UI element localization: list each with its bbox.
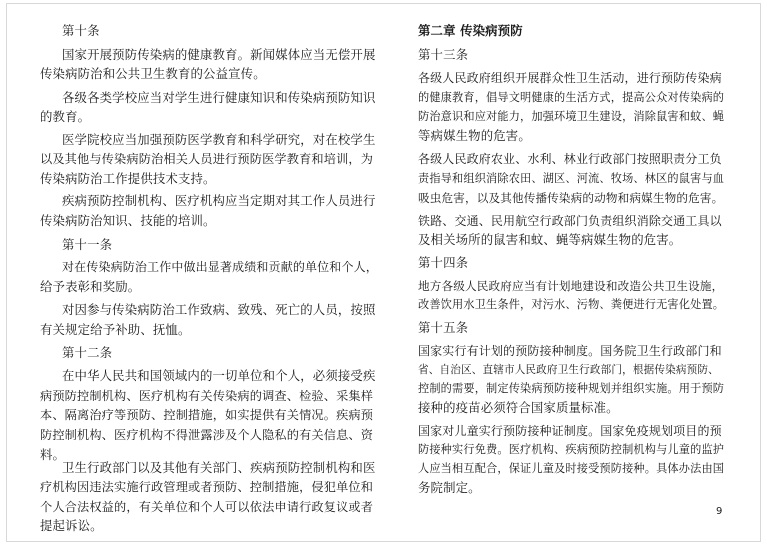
art12-p1-line1: 在中华人民共和国领域内的一切单位和个人，必须接受疾 [62, 368, 376, 383]
page-number: 9 [716, 506, 723, 517]
art10-p1-line2: 传染病防治和公共卫生教育的公益宣传。 [40, 66, 266, 81]
article-15-title: 第十五条 [418, 320, 469, 335]
art12-p1-line5: 料。 [40, 447, 66, 462]
art13-p1-line2: 的健康教育，倡导文明健康的生活方式，提高公众对传染病的 [418, 91, 725, 104]
art12-p1-line4: 防控制机构、医疗机构不得泄露涉及个人隐私的有关信息、资 [40, 428, 374, 442]
art13-p3-line2: 及相关场所的鼠害和蚊、蝇等病媒生物的危害。 [418, 232, 682, 247]
art11-p1-line1: 对在传染病防治工作中做出显著成绩和贡献的单位和个人， [62, 260, 378, 274]
art14-p1-line1: 地方各级人民政府应当有计划地建设和改造公共卫生设施， [418, 279, 724, 293]
art13-p2-line2: 责指导和组织消除农田、湖区、河流、牧场、林区的鼠害与血 [418, 172, 725, 185]
art13-p2-line3: 吸虫危害，以及其他传播传染病的动物和病媒生物的危害。 [418, 191, 724, 205]
art11-p1-line2: 给予表彰和奖励。 [40, 279, 141, 294]
art10-p3-line2: 以及其他与传染病防治相关人员进行预防医学教育和培训，为 [40, 152, 374, 166]
art12-p1-line3: 本、隔离治疗等预防、控制措施，如实提供有关情况。疾病预 [40, 408, 374, 422]
art15-p2-line1: 国家对儿童实行预防接种证制度。国家免疫规划项目的预 [418, 424, 722, 438]
art10-p4-line1: 疾病预防控制机构、医疗机构应当定期对其工作人员进行 [62, 193, 376, 208]
article-10-title: 第十条 [62, 23, 100, 38]
art12-p2-line4: 提起诉讼。 [40, 518, 103, 533]
art13-p1-line3: 防治意识和应对能力，加强环境卫生建设，消除鼠害和蚊、蝇 [418, 110, 725, 123]
art12-p1-line2: 病预防控制机构、医疗机构有关传染病的调查、检验、采集样 [40, 389, 374, 403]
art15-p1-line4: 接种的疫苗必须符合国家质量标准。 [418, 400, 619, 415]
art15-p2-line4: 务院制定。 [418, 480, 481, 495]
art12-p2-line1: 卫生行政部门以及其他有关部门、疾病预防控制机构和医 [62, 460, 376, 475]
art13-p2-line1: 各级人民政府农业、水利、林业行政部门按照职责分工负 [418, 152, 722, 166]
art15-p1-line3: 控制的需要，制定传染病预防接种规划并组织实施。用于预防 [418, 382, 725, 395]
art10-p3-line1: 医学院校应当加强预防医学教育和科学研究，对在校学生 [62, 132, 376, 147]
article-13-title: 第十三条 [418, 47, 469, 62]
article-12-title: 第十二条 [62, 345, 113, 360]
art13-p3-line1: 铁路、交通、民用航空行政部门负责组织消除交通工具以 [418, 214, 722, 228]
art15-p1-line1: 国家实行有计划的预防接种制度。国务院卫生行政部门和 [418, 344, 722, 358]
art11-p2-line2: 有关规定给予补助、抚恤。 [40, 322, 191, 337]
chapter-heading: 第二章 传染病预防 [418, 23, 523, 38]
art11-p2-line1: 对因参与传染病防治工作致病、致残、死亡的人员，按照 [62, 302, 376, 317]
art12-p2-line3: 个人合法权益的，有关单位和个人可以依法申请行政复议或者 [40, 500, 374, 514]
art10-p2-line1: 各级各类学校应当对学生进行健康知识和传染病预防知识 [62, 90, 376, 105]
art14-p1-line2: 改善饮用水卫生条件，对污水、污物、粪便进行无害化处置。 [418, 298, 725, 311]
art15-p2-line2: 防接种实行免费。医疗机构、疾病预防控制机构与儿童的监护 [418, 443, 725, 456]
art12-p2-line2: 疗机构因违法实施行政管理或者预防、控制措施，侵犯单位和 [40, 480, 374, 494]
art10-p1-line1: 国家开展预防传染病的健康教育。新闻媒体应当无偿开展 [62, 47, 376, 62]
art15-p1-line2: 省、自治区、直辖市人民政府卫生行政部门，根据传染病预防、 [418, 364, 719, 376]
art15-p2-line3: 人应当相互配合，保证儿童及时接受预防接种。具体办法由国 [418, 462, 725, 475]
art10-p4-line2: 传染病防治知识、技能的培训。 [40, 213, 216, 228]
article-14-title: 第十四条 [418, 255, 469, 270]
art10-p3-line3: 传染病防治工作提供技术支持。 [40, 171, 216, 186]
art10-p2-line2: 的教育。 [40, 109, 91, 124]
art13-p1-line1: 各级人民政府组织开展群众性卫生活动，进行预防传染病 [418, 71, 722, 85]
art13-p1-line4: 等病媒生物的危害。 [418, 128, 531, 143]
article-11-title: 第十一条 [62, 237, 113, 252]
